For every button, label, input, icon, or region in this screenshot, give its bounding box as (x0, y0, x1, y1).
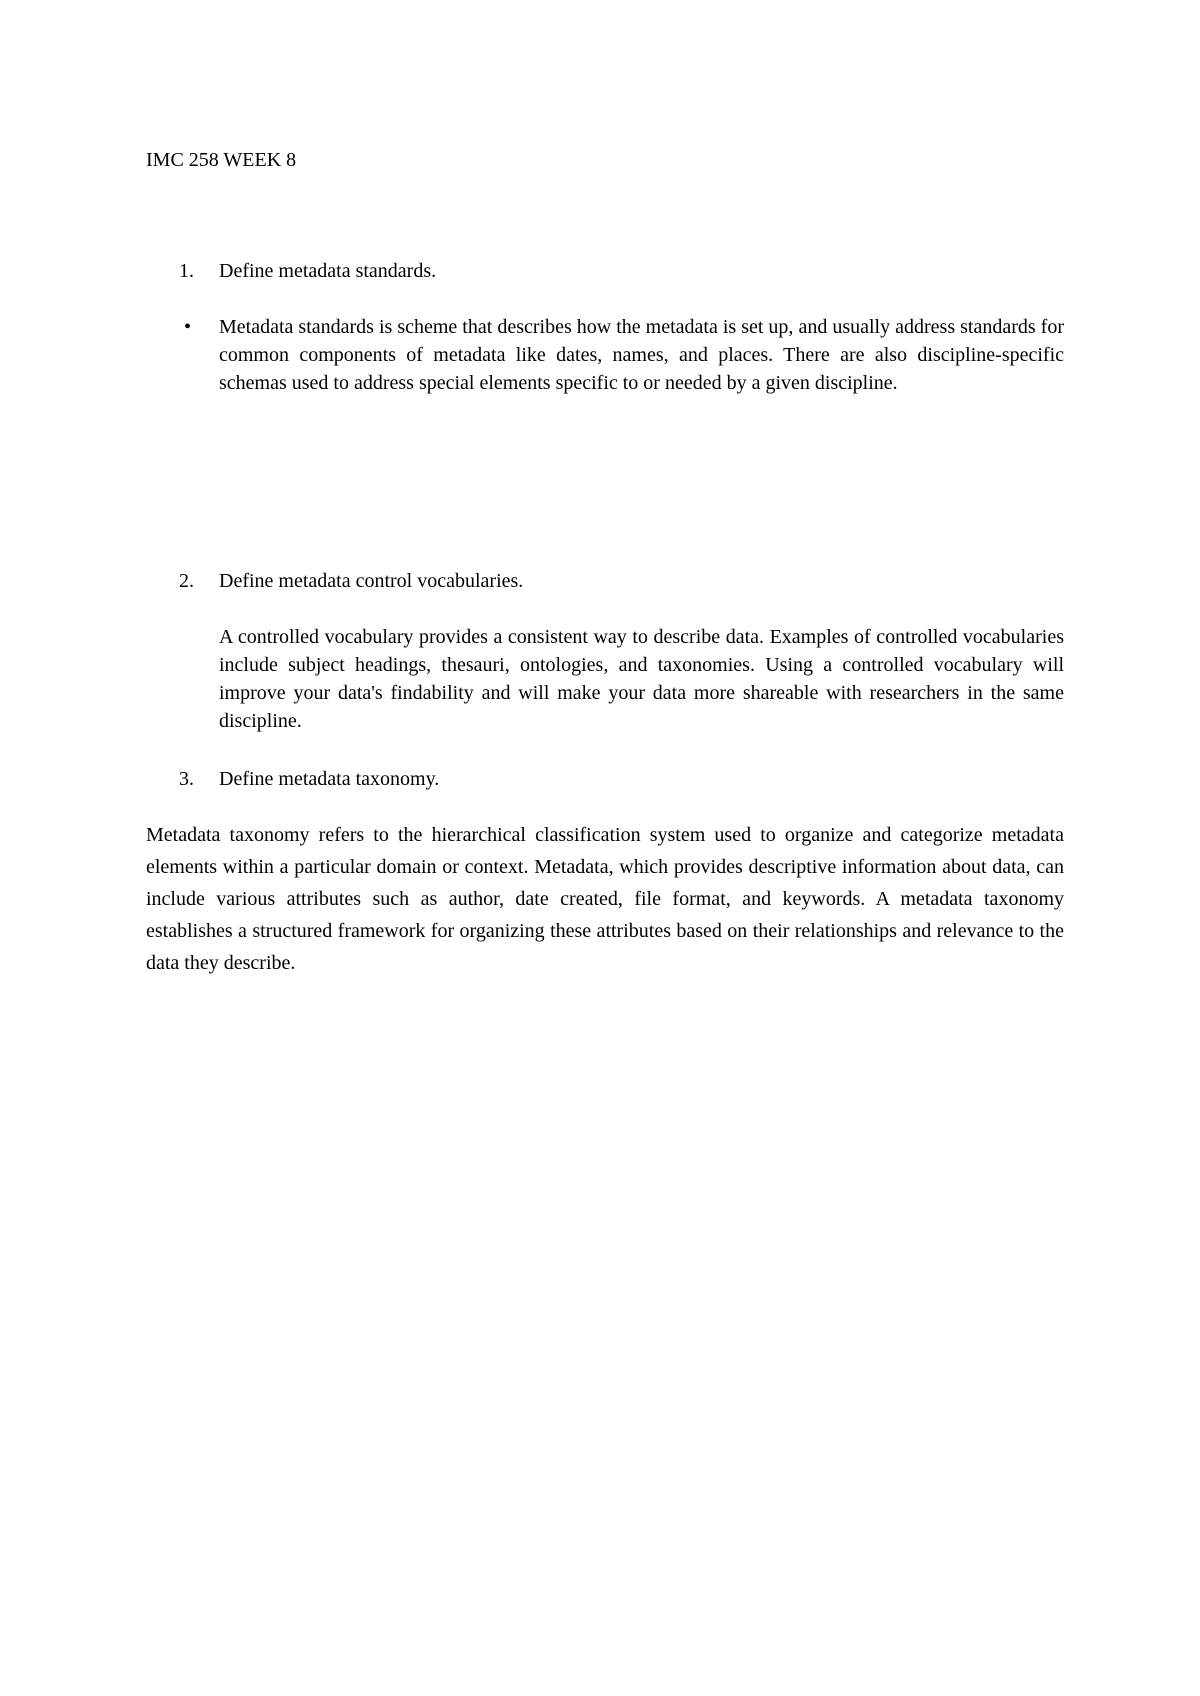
answer-2: A controlled vocabulary provides a consistent way to describe data. Examples of controlled vocabularies include subject headings, thesauri, ontologies, and taxonomies. Using a controlled vocabulary will improve your data's findability and will make your data more shareable with researchers in the same discipline. (219, 626, 1064, 732)
question-number: 2. (179, 570, 194, 592)
question-number: 3. (179, 768, 194, 790)
question-number: 1. (179, 260, 194, 282)
question-text: Define metadata control vocabularies. (219, 570, 524, 592)
question-text: Define metadata standards. (219, 260, 437, 282)
bullet-marker: • (184, 316, 192, 338)
answer-text: Metadata standards is scheme that describes how the metadata is set up, and usually address standards for common components of metadata like dates, names, and places. There are also discipline-specific schemas used to address special elements specific to or needed by a given discipline. (219, 316, 1064, 394)
question-text: Define metadata taxonomy. (219, 768, 440, 790)
document-title: IMC 258 WEEK 8 (146, 149, 297, 171)
answer-3: Metadata taxonomy refers to the hierarchical classification system used to organize and categorize metadata elements within a particular domain or context. Metadata, which provides descriptive information about data, can include various attributes such as author, date created, file format, and keywords. A metadata taxonomy establishes a structured framework for organizing these attributes based on their relationships and relevance to the data they describe. (146, 824, 1064, 974)
